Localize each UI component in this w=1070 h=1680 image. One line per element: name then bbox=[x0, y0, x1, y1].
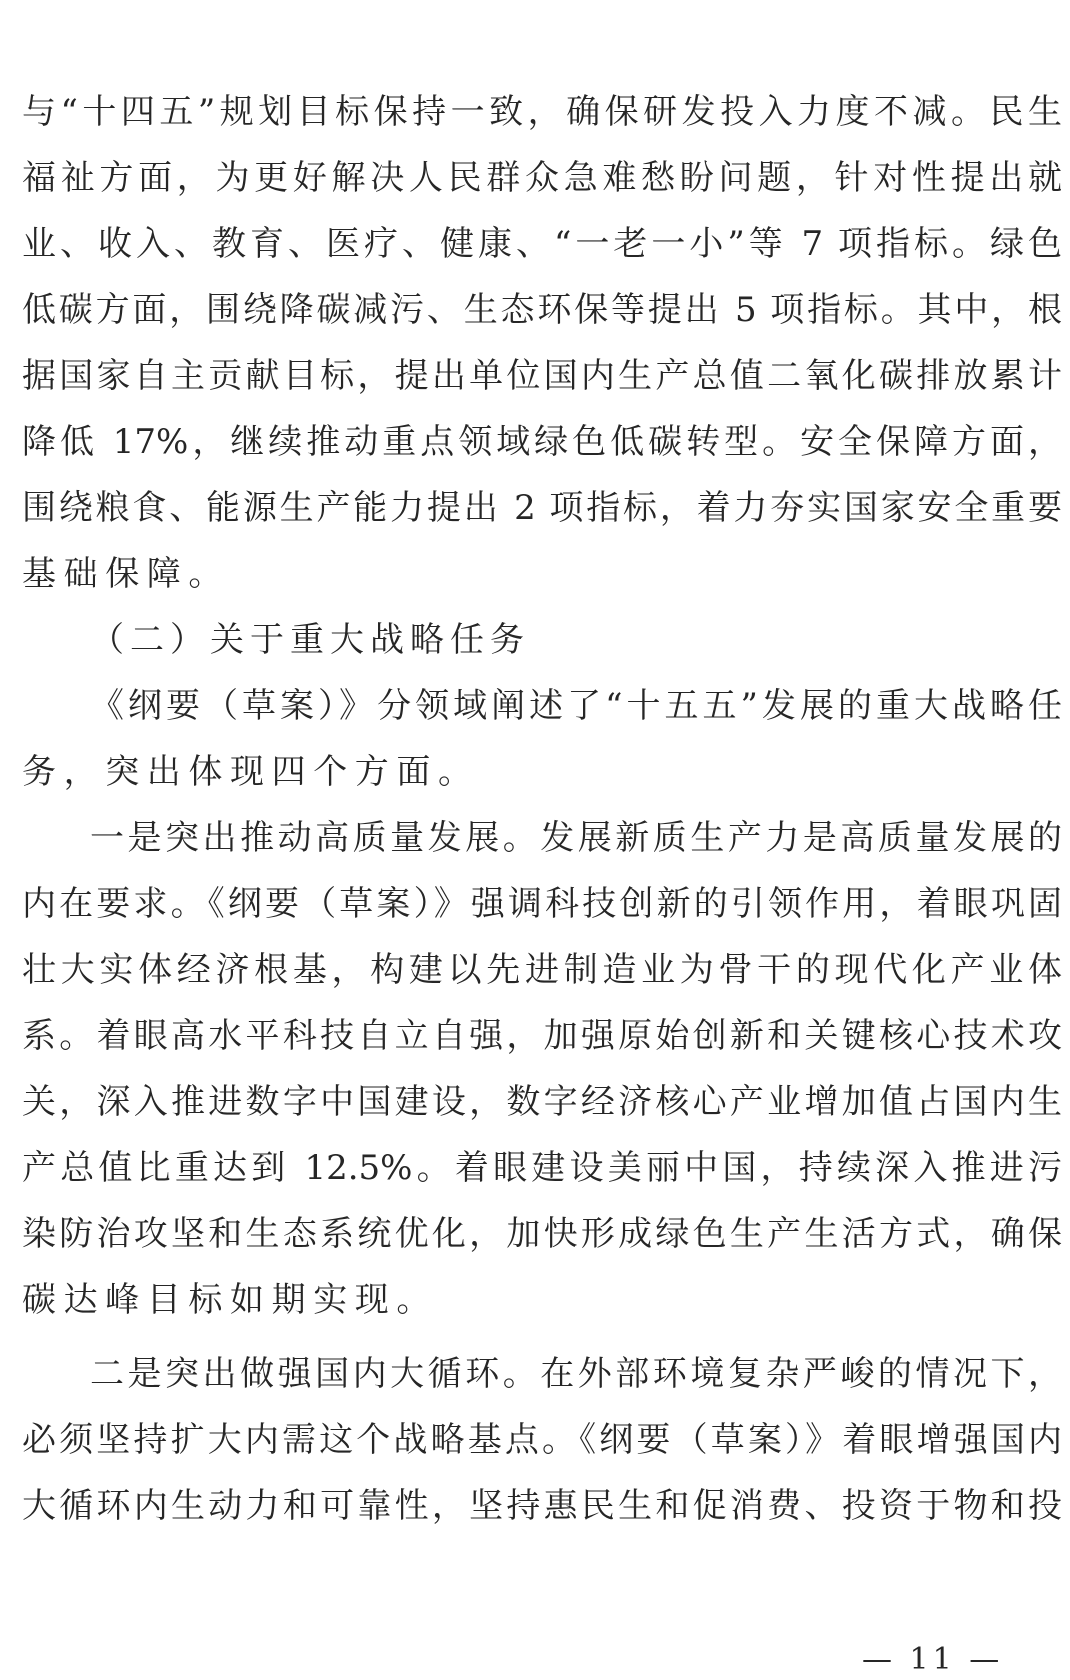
body-text-line: 降低 17%，继续推动重点领域绿色低碳转型。安全保障方面， bbox=[22, 422, 1062, 462]
body-text-line: 碳达峰目标如期实现。 bbox=[22, 1280, 438, 1320]
body-text-line: 基础保障。 bbox=[22, 554, 230, 594]
body-text-line: 低碳方面，围绕降碳减污、生态环保等提出 5 项指标。其中，根 bbox=[22, 290, 1062, 330]
body-text-line: 大循环内生动力和可靠性，坚持惠民生和促消费、投资于物和投 bbox=[22, 1486, 1062, 1526]
body-text-line: 二是突出做强国内大循环。在外部环境复杂严峻的情况下， bbox=[90, 1354, 1062, 1394]
body-text-line: 关，深入推进数字中国建设，数字经济核心产业增加值占国内生 bbox=[22, 1082, 1062, 1122]
body-text-line: 染防治攻坚和生态系统优化，加快形成绿色生产生活方式，确保 bbox=[22, 1214, 1062, 1254]
body-text-line: 必须坚持扩大内需这个战略基点。《纲要（草案）》着眼增强国内 bbox=[22, 1420, 1062, 1460]
body-text-line: 系。着眼高水平科技自立自强，加强原始创新和关键核心技术攻 bbox=[22, 1016, 1062, 1056]
body-text-line: 围绕粮食、能源生产能力提出 2 项指标，着力夯实国家安全重要 bbox=[22, 488, 1062, 528]
section-heading: （二）关于重大战略任务 bbox=[90, 620, 530, 660]
body-text-line: 产总值比重达到 12.5%。着眼建设美丽中国，持续深入推进污 bbox=[22, 1148, 1062, 1188]
body-text-line: 务，突出体现四个方面。 bbox=[22, 752, 480, 792]
body-text-line: 业、收入、教育、医疗、健康、“一老一小”等 7 项指标。绿色 bbox=[22, 224, 1062, 264]
body-text-line: 《纲要（草案）》分领域阐述了“十五五”发展的重大战略任 bbox=[90, 686, 1062, 726]
body-text-line: 内在要求。《纲要（草案）》强调科技创新的引领作用，着眼巩固 bbox=[22, 884, 1062, 924]
body-text-line: 据国家自主贡献目标，提出单位国内生产总值二氧化碳排放累计 bbox=[22, 356, 1062, 396]
body-text-line: 壮大实体经济根基，构建以先进制造业为骨干的现代化产业体 bbox=[22, 950, 1062, 990]
body-text-line: 一是突出推动高质量发展。发展新质生产力是高质量发展的 bbox=[90, 818, 1062, 858]
body-text-line: 福祉方面，为更好解决人民群众急难愁盼问题，针对性提出就 bbox=[22, 158, 1062, 198]
body-text-line: 与“十四五”规划目标保持一致，确保研发投入力度不减。民生 bbox=[22, 92, 1062, 132]
page-number: — 11 — bbox=[862, 1642, 1004, 1677]
